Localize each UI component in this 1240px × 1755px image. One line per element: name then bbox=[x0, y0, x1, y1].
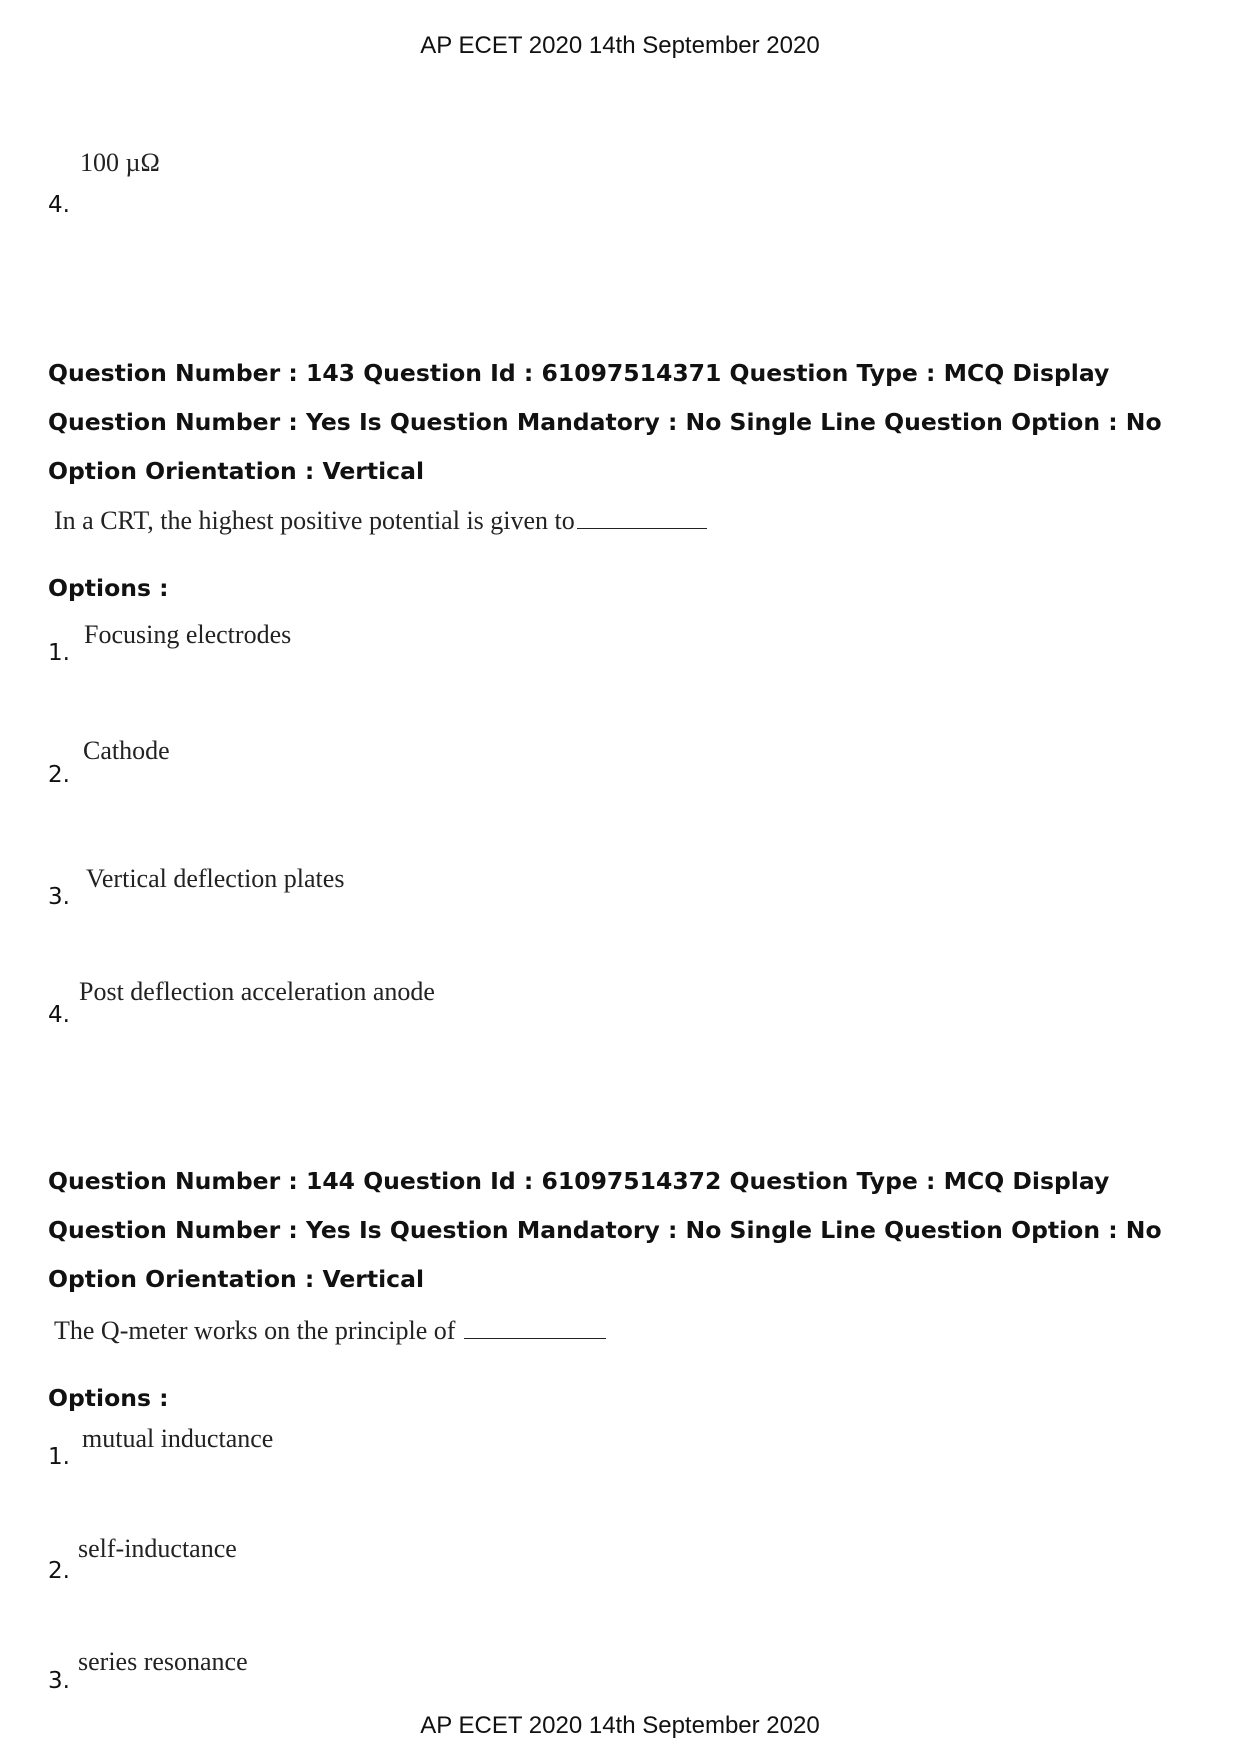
option-text: Vertical deflection plates bbox=[86, 864, 345, 893]
page-footer: AP ECET 2020 14th September 2020 bbox=[420, 1712, 820, 1739]
option-number: 2. bbox=[48, 1558, 70, 1584]
question-144-text bbox=[54, 1316, 606, 1346]
answer-blank bbox=[577, 524, 707, 529]
question-143-meta: Question Number : 143 Question Id : 61097514371 Question Type : MCQ Display Question Number : Yes Is Question Mandatory : No Single Line Question Option : No Option Orientation : Vertical bbox=[48, 359, 1162, 485]
question-144-stem: The Q-meter works on the principle of bbox=[54, 1316, 462, 1345]
prev-option-text: 100 µΩ bbox=[80, 148, 160, 177]
question-144-meta: Question Number : 144 Question Id : 61097514372 Question Type : MCQ Display Question Number : Yes Is Question Mandatory : No Single Line Question Option : No Option Orientation : Vertical bbox=[48, 1167, 1162, 1293]
question-143-stem: In a CRT, the highest positive potential is given to bbox=[54, 506, 575, 535]
prev-option-number: 4. bbox=[48, 192, 70, 218]
question-143-text bbox=[54, 506, 707, 536]
answer-blank bbox=[464, 1334, 606, 1339]
option-text: self-inductance bbox=[78, 1534, 237, 1563]
option-number: 3. bbox=[48, 1668, 70, 1694]
option-text: Cathode bbox=[83, 736, 170, 765]
option-text: Post deflection acceleration anode bbox=[79, 977, 435, 1006]
option-text: mutual inductance bbox=[82, 1424, 274, 1453]
option-number: 2. bbox=[48, 762, 70, 788]
option-number: 4. bbox=[48, 1002, 70, 1028]
option-number: 1. bbox=[48, 1444, 70, 1470]
option-text: series resonance bbox=[78, 1647, 248, 1676]
option-number: 1. bbox=[48, 640, 70, 666]
page-header: AP ECET 2020 14th September 2020 bbox=[420, 32, 820, 59]
question-143-options-label: Options : bbox=[48, 574, 169, 602]
question-144-options-label: Options : bbox=[48, 1384, 169, 1412]
option-text: Focusing electrodes bbox=[84, 620, 292, 649]
option-number: 3. bbox=[48, 884, 70, 910]
